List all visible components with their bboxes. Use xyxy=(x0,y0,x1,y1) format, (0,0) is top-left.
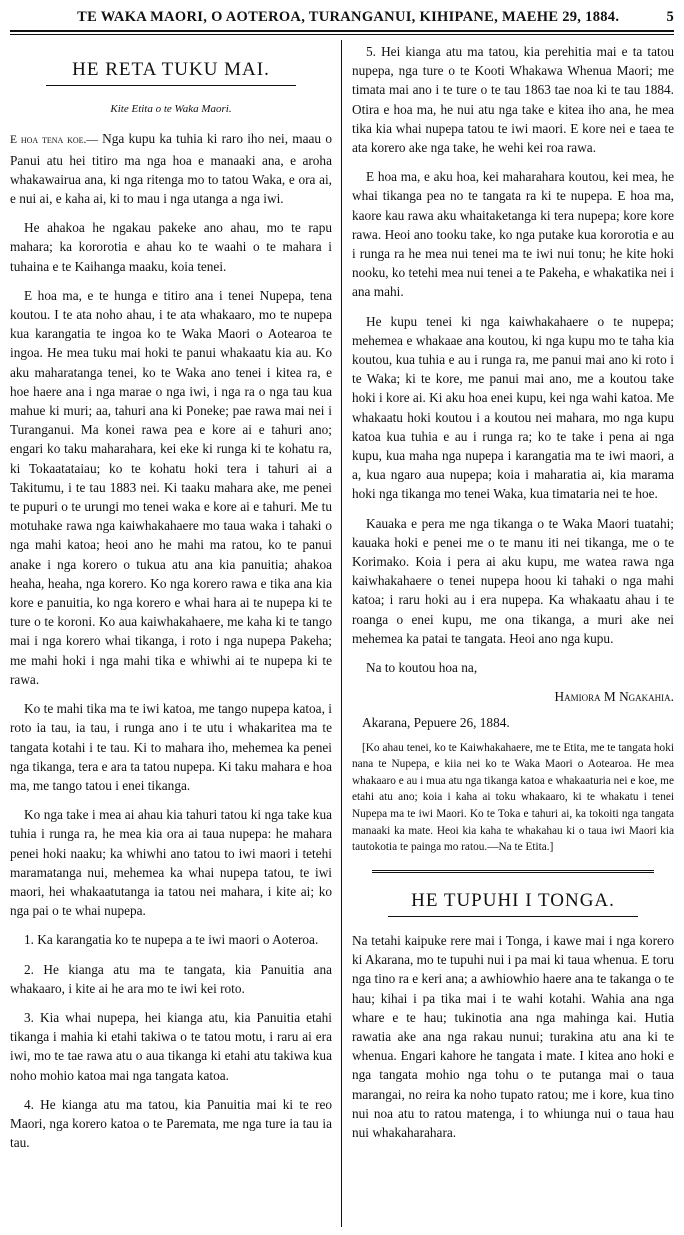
point-item: 3. Kia whai nupepa, hei kianga atu, kia Panuitia etahi tikanga i mahia ki etahi takiwa o te tatou motu, i raru ai era iwi, mo te tae rawa atu o aua tikanga ki etahi atu takiwa kua noho mohio katoa mai nga tangata katoa. xyxy=(10,1009,332,1083)
headline-rule xyxy=(46,85,296,86)
letter-subhead: Kite Etita o te Waka Maori. xyxy=(110,103,232,116)
numbered-points-continued xyxy=(352,42,674,157)
masthead xyxy=(10,6,674,28)
page-number: 5 xyxy=(666,8,674,25)
letter-paragraph-7: He kupu tenei ki nga kaiwhakahaere o te nupepa; mehemea e whakaae ana koutou, ki nga kupu mo te taha kia koutou, kua tuhia e au i runga ra, me panui mai ano ki roto i te Waka; ki te kore, me panui mai ano, me a koutou take hoki i kore ai. Ki aku hoa enei kupu, kei nga wahi katoa. Me whakaatu hoki koutou i a koutou nei mahara, mo nga kupu katoa kua tuhia e au i runga ra; ko te take i pena ai nga kupu, kua maha nga nupepa i karangatia ma te iwi maori, a a, kua ngaro aua nupepa; koia i maharatia ai, kia marama hoki nga tikanga mo tenei Waka, kua timataria nei te hoe. xyxy=(352,313,674,502)
letter-paragraph-8: Kauaka e pera me nga tikanga o te Waka Maori tuatahi; kauaka hoki e penei me o te manu iti nei tikanga, me o te Korimako. Koia i pera ai aku kupu, me watea rawa nga kaiwhakahaere o tenei nupepa hoou ki tahaki o nga mahi katoa; i raru hoki au i era nupepa. Ka whakaatu ahau i te roanga o enei kupu, me ona tikanga, a muri ake nei mehemea ka patai te tangata. Heoi ano nga kupu. xyxy=(352,515,674,646)
article-headline-rule xyxy=(388,916,638,917)
point-item: 1. Ka karangatia ko te nupepa a te iwi maori o Aoteroa. xyxy=(24,932,319,948)
letter-headline: HE RETA TUKU MAI. xyxy=(72,59,270,80)
letter-paragraph-6: E hoa ma, e aku hoa, kei maharahara koutou, kei mea, he whai tikanga pea no te tangata ra ki te nupepa. E hoa ma, kaore kau rawa aku whaitaketanga ki tera nupepa; kore kore rawa. Heoi ano tooku take, ko nga putake kua kororotia e au i runga ra he mea nui tenei ma te iwi nui tonu; he kite hoki nooku, ko tetehi mea nui tenei a te Pakeha, e whakatika nei i ana mahi. xyxy=(352,169,674,300)
letter-paragraph-5: Ko nga take i mea ai ahau kia tahuri tatou ki nga take kua tuhia i runga ra, he mea kia ora ai taua nupepa: he mahara penei hoki naaku; ka whiwhi ano tatou to iwi maori i tetehi maramatanga nui, mehemea ka whai nupepa tatou, te iwi maori, hei whakaatutanga ia tatou nei mahara, i kite ai; ko nga pai o te whai nupepa. xyxy=(10,807,332,919)
dateline: Akarana, Pepuere 26, 1884. xyxy=(362,714,510,730)
section-rule xyxy=(372,870,654,873)
header-rule-thin xyxy=(10,34,674,35)
header-rule xyxy=(10,30,674,32)
point-item: 5. Hei kianga atu ma tatou, kia perehitia mai e ta tatou nupepa, nga ture o te Kooti Whakawa Whenua Maori; me timata mai ano i te ture o te tau 1863 tae noa ki te tau 1884. Otira e hoa ma, he nui atu nga take e kitea iho ana, he mea tika kia whai nupepa tatou te iwi maori. E kore nei e taea te ata korero ake nga take, he wehi kei roa rawa. xyxy=(352,44,674,156)
letter-paragraph-4: Ko te mahi tika ma te iwi katoa, me tango nupepa katoa, i roto ia tau, ia tau, i runga ano i te utu i whakaritea ma te tangata kotahi i te tau. Ki to mahara iho, mehemea ka penei nga tikanga, tera e ara ta tatou nupepa. Ki taku mahara e hoa ma, me tango tatou i enei tikanga. xyxy=(10,701,332,793)
letter-closing: Na to koutou hoa na, xyxy=(366,660,478,676)
right-column xyxy=(352,42,674,1229)
point-item: 4. He kianga atu ma tatou, kia Panuitia mai ki te reo Maori, nga korero katoa o te Paremata, me nga ture ia tau ia tau. xyxy=(10,1096,332,1151)
article-headline: HE TUPUHI I TONGA. xyxy=(411,889,615,911)
column-divider xyxy=(341,40,342,1227)
salutation: E hoa tena koe.— xyxy=(10,134,98,147)
left-column xyxy=(10,42,332,1229)
numbered-points xyxy=(10,930,332,1152)
letter-paragraph-2: He ahakoa he ngakau pakeke ano ahau, mo te rapu mahara; ka kororotia e ahau ko te waahi o te mahara i tuhaina e te Kaihanga maaku, koia tenei. xyxy=(10,220,332,274)
letter-paragraph-1 xyxy=(10,129,332,208)
article-body: Na tetahi kaipuke rere mai i Tonga, i kawe mai i nga korero ki Akarana, mo te tupuhi nui i pa mai ki taua whenua. E toru nga tino ra e keri ana; a awhiowhio haere ana te takanga o te hau; kihai i pa tika mai i te wahi kotahi. Wahia ana nga whare e te hau; tukinotia ana nga mahinga kai. Hutia rawatia ake ana nga rakau nunui; turakina atu ana ki te whenua. Engari kahore he tangata i mate. I kitea ano hoki e nga tangata mohio nga tohu o te putanga mai o taua marangai, no reira ka noho tupato ratou; me i kore, kua tino nui noa atu to ratou matenga, i to whiunga nui o taua hau nui whakaharahara. xyxy=(352,933,674,1141)
point-item: 2. He kianga atu ma te tangata, kia Panuitia ana whakaaro, i kite ai he ara mo te iwi kei roto. xyxy=(10,961,332,996)
letter-paragraph-3: E hoa ma, e te hunga e titiro ana i tenei Nupepa, tena koutou. I te ata noho ahau, i te ata whakaaro, mo te nupepa kua karangatia te ingoa ko te Waka Maori o Aotearoa te ingoa. He mea tuku mai hoki te panui whakaatu kia au. Ko aku maharatanga tenei, ko te Waka ano tenei i kitea ra, e hoe haere ana i nga marae o nga iwi, i nga ra o nga tau kua mahue ki muri; aa, tahuri ana ki Poneke; pae rawa mai nei i Turanganui. Ma konei rawa pea e kore ai e tahuri ano; engari ko taku maharahara, kei eke ki runga ki te kohatu ra, ki Tokaatataiau; ko te kohatu hoki tera i tahuri ai a Takitumu, i te tau 1883 nei. Ki taaku mahara ake, me penei te pupuri o te urungi mo tenei waka e kore ai e tahuri. Me tu motuhake rawa nga kaiwhakahaere mo taua waka i tahaki o nga mahi katoa; heoi ano he mahi ma ratou, ko te panui anake i nga korero o tukua atu ana kia panuitia; ahakoa heaha, heaha, nga korero. Ko nga korero rawa e tika ana kia kore e panuitia, ko nga korero e whai hara ai te nupepa ki te ture o te koroni. Ko aua kaiwhakahaere, me kaha ki te tango mai i nga korero whai tikanga, i roto i nga nupepa Pakeha; me mahi hoki i nga mahi tika e whiwhi ai te nupepa ki te rawa. xyxy=(10,287,332,687)
signature: Hamiora M Ngakahia. xyxy=(554,689,674,705)
running-header: TE WAKA MAORI, O AOTEROA, TURANGANUI, KIHIPANE, MAEHE 29, 1884. xyxy=(77,8,620,25)
paragraph-1-text: Nga kupu ka tuhia ki raro iho nei, maau o Panui atu hei titiro ma nga hoa e manaaki ana, e aroha whakawairua ana, ki nga ritenga mo to tatou Waka, e ora ai, e nui ai, e kaha ai, ki to mau i nga utanga a nga iwi. xyxy=(10,131,332,207)
editor-note: [Ko ahau tenei, ko te Kaiwhakahaere, me te Etita, me te tangata hoki nana te Nupepa, e kiia nei ko te Waka Maori o Aotearoa. He mea whakaaro e au i mua atu nga tikanga katoa e whakaaturia nei e koe, me etahi atu ano; koia i kaha ai toku whakaaro, ki te whakatu i tenei Nupepa ma te iwi Maori. Ko te Toka e tahuri ai, ka tokoiti nga tangata manaaki ka mate. Heoi kia kaha te whakahau ki o taua iwi Maori kia tautokotia te painga mo ratou.—Na te Etita.] xyxy=(352,741,674,854)
